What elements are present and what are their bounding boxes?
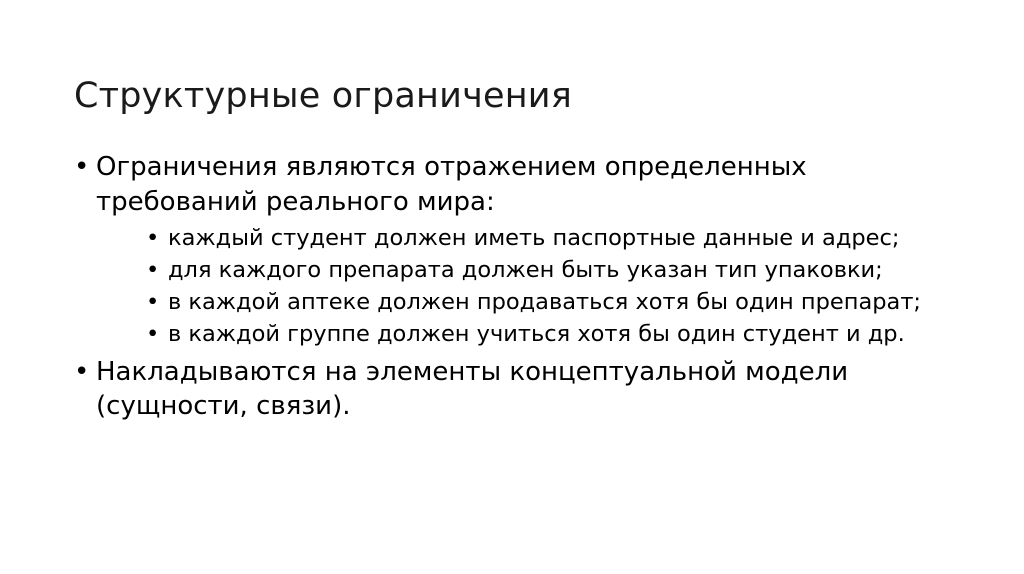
bullet-icon: •: [74, 356, 90, 387]
bullet-list-level-1: [68, 150, 968, 424]
list-item: [140, 255, 968, 287]
slide-body: [68, 150, 968, 426]
bullet-icon: •: [74, 152, 90, 182]
list-item-label: Накладываются на элементы концептуальной модели (сущности, связи).: [96, 356, 849, 422]
list-item: [68, 355, 968, 424]
bullet-icon: •: [146, 289, 160, 316]
list-item-label: в каждой группе должен учиться хотя бы один студент и др.: [168, 320, 905, 347]
list-item: [140, 287, 968, 319]
list-item-label: для каждого препарата должен быть указан тип упаковки;: [168, 257, 883, 284]
list-item-label: Ограничения являются отражением определенных требований реального мира:: [96, 152, 807, 217]
list-item-label: каждый студент должен иметь паспортные данные и адрес;: [168, 225, 900, 252]
bullet-icon: •: [146, 257, 160, 284]
list-item: [140, 319, 968, 351]
bullet-icon: •: [146, 320, 160, 347]
page-title: Структурные ограничения: [74, 76, 572, 117]
bullet-list-level-2: [96, 223, 968, 351]
list-item: [68, 150, 968, 351]
bullet-icon: •: [146, 225, 160, 252]
list-item-label: в каждой аптеке должен продаваться хотя бы один препарат;: [168, 289, 922, 316]
list-item: [140, 223, 968, 255]
